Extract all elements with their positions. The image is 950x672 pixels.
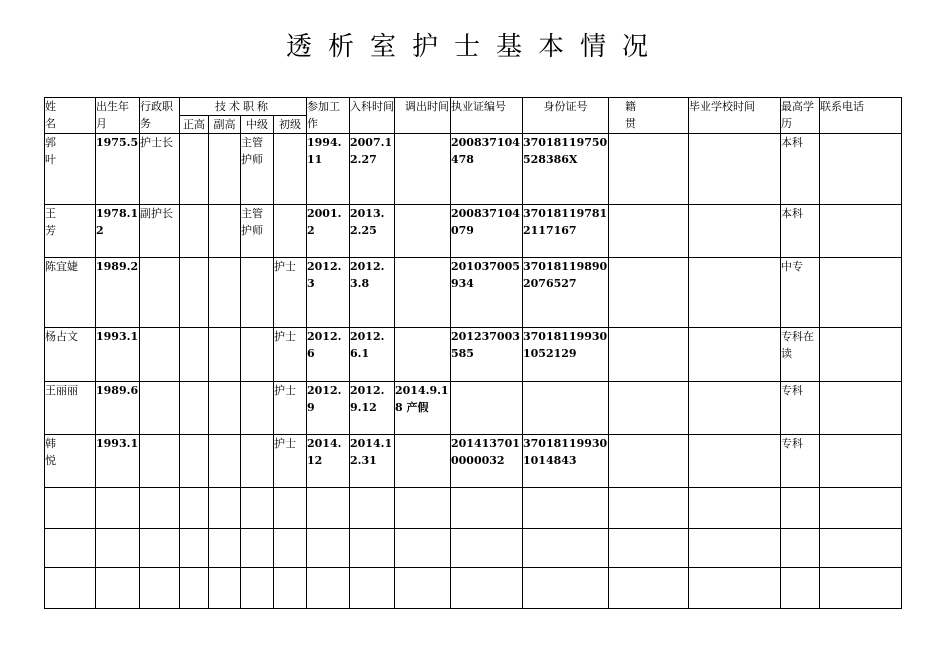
cell-transfer bbox=[395, 435, 451, 488]
cell-birth: 1993.1 bbox=[96, 435, 140, 488]
cell-admin bbox=[140, 435, 180, 488]
cell-native-place bbox=[609, 435, 689, 488]
header-native-place: 籍 贯 bbox=[609, 98, 689, 134]
cell-graduation bbox=[689, 134, 781, 205]
cell-dept-join: 2013.2.25 bbox=[350, 205, 395, 258]
cell-admin bbox=[140, 328, 180, 382]
cell-education: 中专 bbox=[781, 258, 820, 328]
cell-id-number: 370181199301052129 bbox=[523, 328, 609, 382]
cell-birth: 1975.5 bbox=[96, 134, 140, 205]
cell-license: 201037005934 bbox=[451, 258, 523, 328]
header-intermediate: 中级 bbox=[241, 116, 274, 134]
cell-license: 2014137010000032 bbox=[451, 435, 523, 488]
cell-education: 专科在读 bbox=[781, 328, 820, 382]
cell-license bbox=[451, 382, 523, 435]
cell-id-number bbox=[523, 382, 609, 435]
cell-license: 201237003585 bbox=[451, 328, 523, 382]
cell-senior bbox=[180, 328, 209, 382]
header-senior: 正高 bbox=[180, 116, 209, 134]
cell-id-number: 370181199301014843 bbox=[523, 435, 609, 488]
cell-intermediate bbox=[241, 328, 274, 382]
cell-graduation bbox=[689, 205, 781, 258]
cell-native-place bbox=[609, 328, 689, 382]
table-row bbox=[45, 328, 902, 382]
header-row bbox=[45, 98, 902, 116]
page-title: 透析室护士基本情况 bbox=[285, 32, 664, 62]
table-row-empty bbox=[45, 529, 902, 568]
cell-dept-join: 2014.12.31 bbox=[350, 435, 395, 488]
cell-intermediate: 主管护师 bbox=[241, 205, 274, 258]
cell-native-place bbox=[609, 382, 689, 435]
cell-name: 王 芳 bbox=[45, 205, 96, 258]
cell-vice-senior bbox=[209, 205, 241, 258]
table-row bbox=[45, 382, 902, 435]
cell-junior: 护士 bbox=[274, 258, 307, 328]
cell-senior bbox=[180, 134, 209, 205]
cell-work-start: 2012.9 bbox=[307, 382, 350, 435]
cell-license: 200837104478 bbox=[451, 134, 523, 205]
cell-phone bbox=[820, 328, 902, 382]
table-row bbox=[45, 134, 902, 205]
header-work-start: 参加工作 bbox=[307, 98, 350, 134]
cell-id-number: 37018119750528386X bbox=[523, 134, 609, 205]
cell-intermediate bbox=[241, 382, 274, 435]
table-row bbox=[45, 435, 902, 488]
table-row-empty bbox=[45, 488, 902, 529]
cell-junior: 护士 bbox=[274, 382, 307, 435]
cell-transfer: 2014.9.18 产假 bbox=[395, 382, 451, 435]
cell-junior: 护士 bbox=[274, 435, 307, 488]
cell-phone bbox=[820, 382, 902, 435]
cell-graduation bbox=[689, 328, 781, 382]
cell-name: 杨占文 bbox=[45, 328, 96, 382]
header-education: 最高学历 bbox=[781, 98, 820, 134]
cell-work-start: 2014.12 bbox=[307, 435, 350, 488]
cell-name: 陈宜婕 bbox=[45, 258, 96, 328]
header-birth: 出生年月 bbox=[96, 98, 140, 134]
cell-transfer bbox=[395, 205, 451, 258]
cell-junior bbox=[274, 134, 307, 205]
cell-senior bbox=[180, 435, 209, 488]
header-graduation: 毕业学校时间 bbox=[689, 98, 781, 134]
cell-native-place bbox=[609, 134, 689, 205]
cell-id-number: 370181197812117167 bbox=[523, 205, 609, 258]
cell-admin bbox=[140, 258, 180, 328]
cell-vice-senior bbox=[209, 134, 241, 205]
cell-junior: 护士 bbox=[274, 328, 307, 382]
cell-transfer bbox=[395, 328, 451, 382]
cell-vice-senior bbox=[209, 435, 241, 488]
cell-education: 本科 bbox=[781, 134, 820, 205]
nurse-info-table bbox=[44, 97, 902, 609]
header-id-number: 身份证号 bbox=[523, 98, 609, 134]
cell-id-number: 370181198902076527 bbox=[523, 258, 609, 328]
header-admin-post: 行政职务 bbox=[140, 98, 180, 134]
header-junior: 初级 bbox=[274, 116, 307, 134]
cell-birth: 1989.6 bbox=[96, 382, 140, 435]
cell-dept-join: 2007.12.27 bbox=[350, 134, 395, 205]
header-tech-title: 技术职称 bbox=[180, 98, 307, 116]
cell-senior bbox=[180, 382, 209, 435]
cell-native-place bbox=[609, 205, 689, 258]
cell-vice-senior bbox=[209, 258, 241, 328]
cell-vice-senior bbox=[209, 328, 241, 382]
cell-dept-join: 2012.9.12 bbox=[350, 382, 395, 435]
cell-work-start: 2012.6 bbox=[307, 328, 350, 382]
cell-phone bbox=[820, 134, 902, 205]
cell-senior bbox=[180, 205, 209, 258]
cell-intermediate: 主管护师 bbox=[241, 134, 274, 205]
table-row-empty bbox=[45, 568, 902, 609]
table-row bbox=[45, 258, 902, 328]
cell-work-start: 1994.11 bbox=[307, 134, 350, 205]
cell-birth: 1993.1 bbox=[96, 328, 140, 382]
cell-phone bbox=[820, 435, 902, 488]
cell-phone bbox=[820, 258, 902, 328]
cell-name: 郭 叶 bbox=[45, 134, 96, 205]
header-dept-join: 入科时间 bbox=[350, 98, 395, 134]
cell-graduation bbox=[689, 435, 781, 488]
cell-native-place bbox=[609, 258, 689, 328]
header-transfer: 调出时间 bbox=[395, 98, 451, 134]
cell-admin: 护士长 bbox=[140, 134, 180, 205]
cell-junior bbox=[274, 205, 307, 258]
cell-name: 韩 悦 bbox=[45, 435, 96, 488]
header-name: 姓 名 bbox=[45, 98, 96, 134]
header-vice-senior: 副高 bbox=[209, 116, 241, 134]
cell-admin bbox=[140, 382, 180, 435]
header-license: 执业证编号 bbox=[451, 98, 523, 134]
table-row bbox=[45, 205, 902, 258]
cell-phone bbox=[820, 205, 902, 258]
cell-work-start: 2012.3 bbox=[307, 258, 350, 328]
cell-admin: 副护长 bbox=[140, 205, 180, 258]
cell-dept-join: 2012.3.8 bbox=[350, 258, 395, 328]
cell-license: 200837104079 bbox=[451, 205, 523, 258]
cell-name: 王丽丽 bbox=[45, 382, 96, 435]
cell-graduation bbox=[689, 258, 781, 328]
cell-dept-join: 2012.6.1 bbox=[350, 328, 395, 382]
cell-graduation bbox=[689, 382, 781, 435]
cell-transfer bbox=[395, 134, 451, 205]
header-phone: 联系电话 bbox=[820, 98, 902, 134]
cell-intermediate bbox=[241, 435, 274, 488]
cell-intermediate bbox=[241, 258, 274, 328]
cell-vice-senior bbox=[209, 382, 241, 435]
cell-transfer bbox=[395, 258, 451, 328]
cell-education: 专科 bbox=[781, 435, 820, 488]
cell-work-start: 2001.2 bbox=[307, 205, 350, 258]
cell-education: 专科 bbox=[781, 382, 820, 435]
cell-senior bbox=[180, 258, 209, 328]
cell-birth: 1978.12 bbox=[96, 205, 140, 258]
cell-birth: 1989.2 bbox=[96, 258, 140, 328]
cell-education: 本科 bbox=[781, 205, 820, 258]
